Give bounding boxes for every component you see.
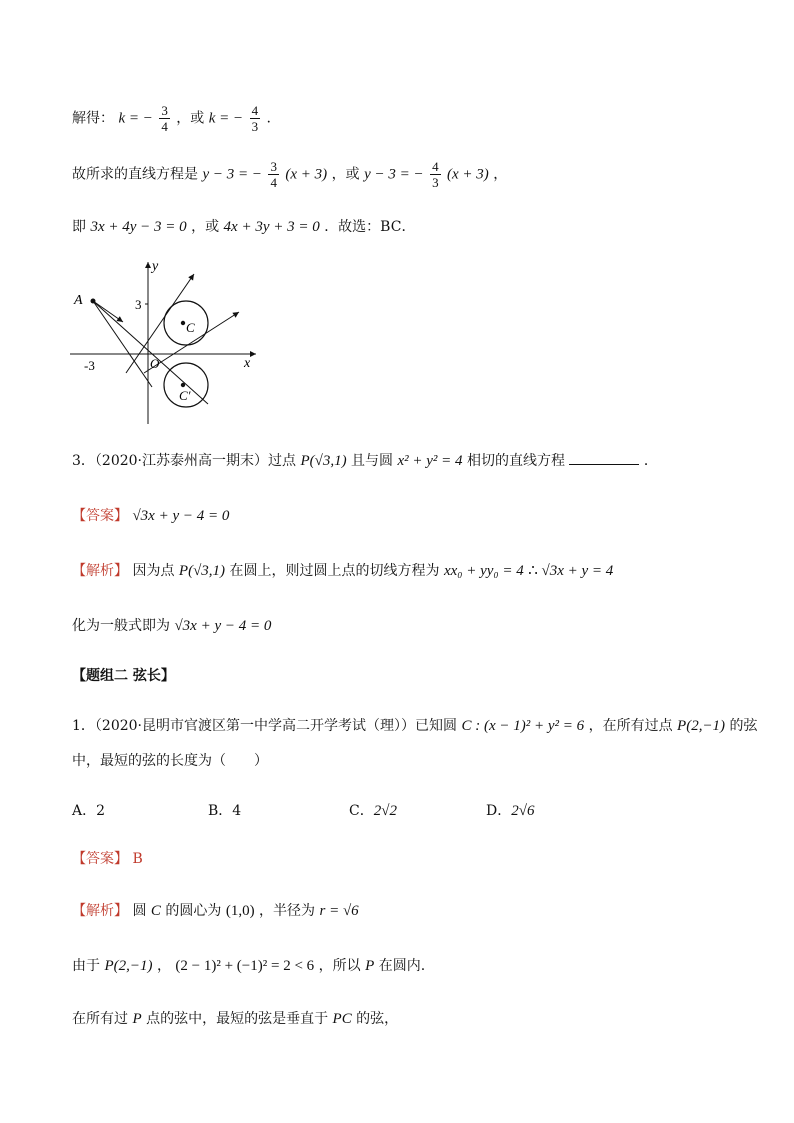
- fraction-denominator: 4: [161, 119, 168, 134]
- question-1-line-2: [72, 750, 268, 772]
- analysis-text: 圆: [132, 903, 147, 919]
- equation-2-left: y − 3 = −: [364, 166, 424, 183]
- question-3-point: P(√3,1): [300, 453, 347, 469]
- question-3: [72, 450, 658, 472]
- option-d-value: 2√6: [511, 803, 535, 819]
- question-3-answer: [72, 505, 229, 527]
- label-C-prime: C′: [179, 388, 191, 403]
- question-1-analysis-line-2: [72, 955, 425, 977]
- ray-arrow: [93, 301, 123, 322]
- separator: ，: [156, 958, 171, 974]
- general-form-text: 化为一般式即为: [72, 618, 170, 634]
- question-3-mid: 且与圆: [351, 453, 394, 469]
- label-x: x: [244, 356, 251, 371]
- question-1-circle: C : (x − 1)² + y² = 6: [461, 718, 585, 734]
- analysis-text: 在圆内.: [378, 958, 426, 974]
- fraction-numerator: 3: [161, 103, 168, 118]
- fraction-numerator: 4: [251, 103, 259, 118]
- option-c-value: 2√2: [373, 803, 397, 819]
- analysis-point: P(√3,1): [178, 563, 226, 579]
- analysis-text: 的圆心为: [165, 903, 222, 919]
- fraction-denominator: 4: [270, 175, 277, 190]
- option-c-label: C．: [349, 803, 374, 819]
- label-neg3: -3: [84, 358, 95, 373]
- or-separator: ，或: [176, 110, 205, 127]
- result-equation-1: 3x + 4y − 3 = 0: [90, 219, 187, 235]
- center-C-dot: [181, 321, 185, 325]
- question-1-mid: ，在所有过点: [588, 718, 673, 734]
- section-title-text: 【题组二 弦长】: [72, 668, 175, 684]
- answer-blank: [569, 450, 639, 465]
- k-expression-2: k = −: [208, 110, 244, 127]
- point-p: P(2,−1): [104, 958, 153, 974]
- analysis-tag: 【解析】: [72, 563, 128, 579]
- question-1-prefix: 1．（2020·昆明市官渡区第一中学高二开学考试（理））已知圆: [72, 718, 457, 734]
- question-1-analysis: [72, 900, 359, 922]
- incident-line-1: [93, 301, 208, 404]
- point-p-name: P: [132, 1011, 142, 1027]
- fraction-3-4: [268, 159, 279, 190]
- analysis-text: 由于: [72, 958, 100, 974]
- distance-calculation: (2 − 1)² + (−1)² = 2 < 6: [175, 958, 315, 974]
- question-1-answer: [72, 848, 143, 870]
- label-y: y: [152, 259, 159, 274]
- question-1-analysis-line-3: [72, 1008, 398, 1030]
- question-3-prefix: 3．（2020·江苏泰州高一期末）过点: [72, 453, 296, 469]
- fraction-4-3: [250, 103, 261, 134]
- line-end: .: [266, 110, 271, 127]
- answer-tag: 【答案】: [72, 851, 128, 867]
- k-expression-1: k = −: [118, 110, 153, 127]
- fraction-denominator: 3: [432, 175, 439, 190]
- analysis-text: 的弦，: [356, 1011, 399, 1027]
- circle-radius: r = √6: [319, 903, 359, 919]
- coordinate-figure: [66, 254, 266, 426]
- or-separator: ，或: [191, 219, 220, 235]
- segment-pc: PC: [332, 1011, 352, 1027]
- question-1: [72, 715, 758, 737]
- fraction-3-4: [159, 103, 170, 134]
- incident-line-2: [93, 301, 152, 387]
- analysis-text: 在圆上，则过圆上点的切线方程为: [229, 563, 440, 579]
- question-3-suffix: 相切的直线方程: [467, 453, 566, 469]
- analysis-text: 点的弦中，最短的弦是垂直于: [146, 1011, 329, 1027]
- label-C: C: [186, 320, 195, 335]
- option-d[interactable]: [486, 800, 534, 820]
- fraction-4-3: [430, 159, 441, 190]
- circle-name: C: [150, 903, 161, 919]
- section-title: [72, 665, 175, 687]
- label-A: A: [74, 293, 83, 308]
- option-a-label: A．2: [72, 803, 106, 819]
- label-3: 3: [135, 297, 142, 312]
- question-3-circle: x² + y² = 4: [397, 453, 463, 469]
- equation-1-left: y − 3 = −: [202, 166, 262, 183]
- answer-equation: √3x + y − 4 = 0: [132, 508, 230, 524]
- analysis-text: 在所有过: [72, 1011, 128, 1027]
- therefore-symbol: ∴: [528, 563, 542, 579]
- option-a[interactable]: [72, 800, 105, 820]
- fraction-numerator: 4: [432, 159, 439, 174]
- or-separator: ，或: [331, 166, 360, 183]
- circle-center: (1,0): [225, 903, 255, 919]
- solution-label: 解得：: [72, 110, 114, 127]
- option-b-label: B．4: [208, 803, 242, 819]
- fraction-denominator: 3: [251, 119, 259, 134]
- equation-1-right: (x + 3): [285, 166, 328, 183]
- question-3-general-form: [72, 615, 271, 637]
- line-end: ，: [493, 166, 508, 183]
- analysis-tag: 【解析】: [72, 903, 128, 919]
- answer-value: B: [132, 851, 143, 867]
- question-3-analysis: [72, 560, 613, 582]
- fraction-numerator: 3: [270, 159, 277, 174]
- question-1-point: P(2,−1): [677, 718, 726, 734]
- option-b[interactable]: [208, 800, 241, 820]
- question-1-suffix: 的弦: [729, 718, 758, 734]
- answer-tag: 【答案】: [72, 508, 128, 524]
- solution-k-line: [72, 103, 271, 134]
- point-p-name: P: [365, 958, 375, 974]
- tangent-equation: xx₀ + yy₀ = 4: [443, 563, 524, 579]
- equation-label: 故所求的直线方程是: [72, 166, 198, 183]
- line-equation-line: [72, 159, 507, 190]
- question-1-line-2-text: 中，最短的弦的长度为（ ）: [72, 753, 268, 769]
- analysis-text: ，半径为: [259, 903, 316, 919]
- choice-statement: ．故选：BC．: [324, 219, 416, 235]
- line-end: ．: [643, 453, 658, 469]
- result-line: [72, 216, 415, 238]
- analysis-result: √3x + y = 4: [541, 563, 614, 579]
- option-c[interactable]: [349, 800, 397, 820]
- result-equation-2: 4x + 3y + 3 = 0: [223, 219, 320, 235]
- general-form-equation: √3x + y − 4 = 0: [174, 618, 272, 634]
- option-d-label: D．: [486, 803, 512, 819]
- equation-2-right: (x + 3): [447, 166, 489, 183]
- label-O: O: [150, 356, 160, 371]
- result-label: 即: [72, 219, 86, 235]
- analysis-text: ，所以: [318, 958, 361, 974]
- analysis-text: 因为点: [132, 563, 175, 579]
